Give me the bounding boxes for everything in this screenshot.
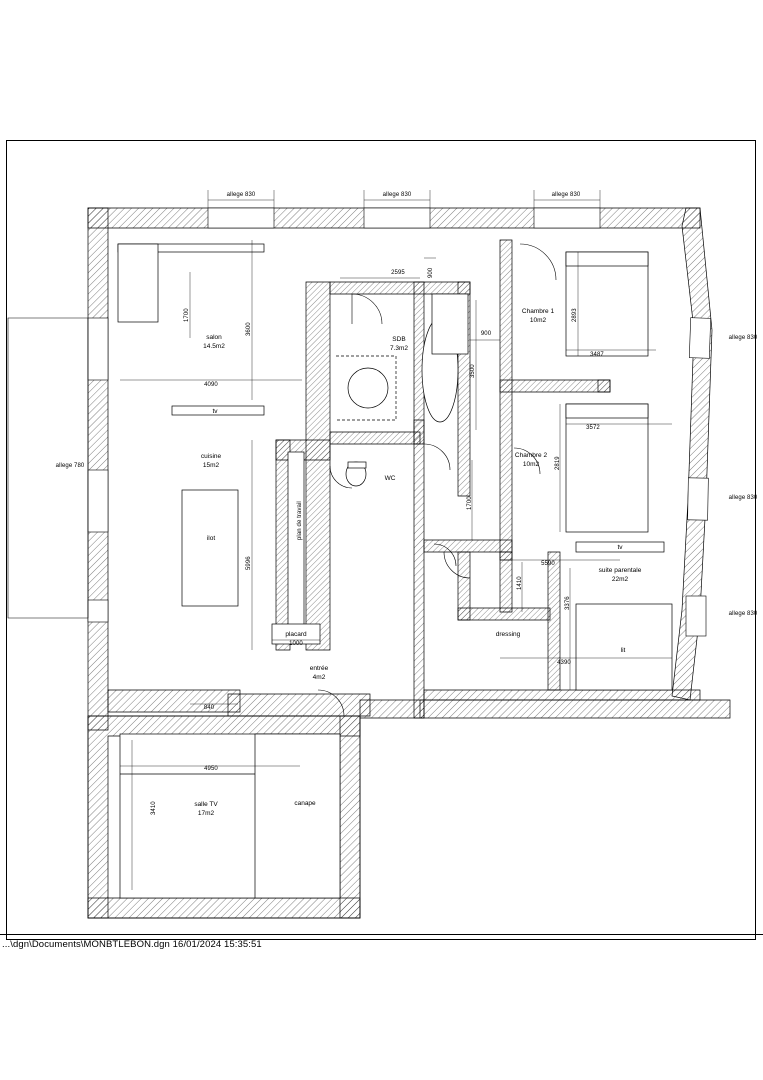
- room-label-salon: [203, 333, 225, 351]
- room-name-text: cuisine: [200, 453, 222, 460]
- dimension-label-1410: [517, 576, 523, 590]
- room-label-tv-salon: [212, 407, 217, 416]
- dimension-label-allege-830-top-2: [383, 192, 412, 198]
- file-path-text: ...\dgn\Documents\MONBTLEBON.dgn 16/01/2024 15:35:51: [2, 939, 262, 950]
- dimension-text: 840: [203, 705, 215, 711]
- dimension-text: 5590: [541, 561, 555, 567]
- dimension-text: 4090: [204, 382, 218, 388]
- room-name-text: ilot: [206, 535, 216, 542]
- dimension-label-4090: [204, 382, 218, 388]
- room-label-entree: [310, 664, 328, 682]
- dimension-text: 4950: [204, 766, 218, 772]
- dimension-text: 1700: [467, 496, 473, 510]
- dimension-label-4950: [204, 766, 218, 772]
- dimension-text: allege 780: [55, 463, 85, 469]
- room-label-cuisine: [201, 452, 221, 470]
- room-name-text: Chambre 1: [521, 308, 555, 315]
- room-name-text: plan de travail: [297, 501, 303, 540]
- dimension-label-allege-830-right-3: [729, 611, 758, 617]
- dimension-label-4390: [557, 660, 571, 666]
- room-label-ilot: [207, 534, 215, 543]
- room-area-text: 15m2: [202, 462, 220, 469]
- dimension-text: 2893: [572, 308, 578, 322]
- room-name-text: SDB: [392, 336, 406, 343]
- room-name-text: Chambre 2: [514, 452, 548, 459]
- room-area-text: 17m2: [197, 810, 215, 817]
- room-label-suite-parentale: [599, 566, 642, 584]
- dimension-label-allege-830-right-2: [729, 495, 758, 501]
- room-name-text: salle TV: [194, 801, 218, 808]
- room-name-text: lit: [620, 647, 626, 654]
- dimension-text: 2595: [391, 270, 405, 276]
- dimension-label-3572: [586, 425, 600, 431]
- dimension-text: 3376: [565, 596, 571, 610]
- dimension-text: 3487: [590, 352, 604, 358]
- dimension-text: 3410: [151, 801, 157, 815]
- dimension-text: allege 830: [728, 335, 758, 341]
- dimension-text: allege 830: [551, 192, 581, 198]
- room-area-text: 10m2: [529, 317, 547, 324]
- dimension-label-allege-830-top-1: [227, 192, 256, 198]
- dimension-label-allege-830-top-3: [552, 192, 581, 198]
- room-name-text: suite parentale: [598, 567, 642, 574]
- room-name-text: placard: [285, 631, 307, 638]
- dimension-label-3600: [246, 322, 252, 336]
- file-path-status-bar: [0, 934, 763, 954]
- dimension-text: 4390: [557, 660, 571, 666]
- room-area-text: 7.3m2: [389, 345, 409, 352]
- dimension-label-900-right: [481, 331, 491, 337]
- dimension-text: allege 830: [728, 495, 758, 501]
- room-label-salle-tv: [194, 800, 217, 818]
- dimension-label-2595: [391, 270, 405, 276]
- dimension-text: 1700: [184, 308, 190, 322]
- room-name-text: WC: [384, 475, 396, 482]
- dimension-text: 1410: [517, 576, 523, 590]
- dimension-label-allege-780-left: [56, 463, 85, 469]
- room-label-sdb: [390, 335, 408, 353]
- room-label-canape: [294, 799, 315, 808]
- dimension-label-2893: [572, 308, 578, 322]
- room-label-chambre1: [522, 307, 554, 325]
- dimension-label-1000: [289, 641, 303, 647]
- room-area-text: 4m2: [312, 674, 326, 681]
- room-area-text: 22m2: [611, 576, 629, 583]
- room-label-tv-suite: [617, 543, 622, 552]
- dimension-label-allege-830-right-1: [729, 335, 758, 341]
- dimension-label-840: [204, 705, 214, 711]
- dimension-label-5996: [246, 556, 252, 570]
- room-label-placard: [285, 630, 306, 639]
- room-area-text: 10m2: [522, 461, 540, 468]
- dimension-text: allege 830: [728, 611, 758, 617]
- dimension-label-5590: [541, 561, 555, 567]
- room-label-wc: [385, 474, 396, 483]
- room-name-text: tv: [212, 408, 218, 415]
- room-name-text: canape: [294, 800, 316, 807]
- dimension-label-1700-mid: [467, 496, 473, 510]
- dimension-text: 900: [428, 267, 434, 278]
- dimension-text: 3600: [246, 322, 252, 336]
- dimension-text: 5996: [246, 556, 252, 570]
- dimension-label-900-top: [428, 268, 434, 278]
- dimension-text: allege 830: [226, 192, 256, 198]
- room-area-text: 14.5m2: [203, 343, 225, 350]
- room-name-text: entrée: [309, 665, 329, 672]
- dimension-text: allege 830: [382, 192, 412, 198]
- dimension-label-1700: [184, 308, 190, 322]
- room-label-lit: [621, 646, 626, 655]
- dimension-label-3376: [565, 596, 571, 610]
- dimension-label-2819: [555, 456, 561, 470]
- dimension-text: 3572: [586, 425, 600, 431]
- dimension-text: 1000: [289, 641, 303, 647]
- room-label-chambre2: [515, 451, 547, 469]
- dimension-label-3410: [151, 801, 157, 815]
- dimension-label-3487: [590, 352, 604, 358]
- room-name-text: salon: [206, 334, 222, 341]
- room-label-plan-de-travail: [297, 501, 303, 540]
- dimension-label-3500: [470, 364, 476, 378]
- room-name-text: dressing: [495, 631, 521, 638]
- room-label-dressing: [496, 630, 521, 639]
- dimension-text: 900: [480, 331, 492, 337]
- dimension-text: 2819: [555, 456, 561, 470]
- dimension-text: 3500: [470, 364, 476, 378]
- room-name-text: tv: [617, 544, 623, 551]
